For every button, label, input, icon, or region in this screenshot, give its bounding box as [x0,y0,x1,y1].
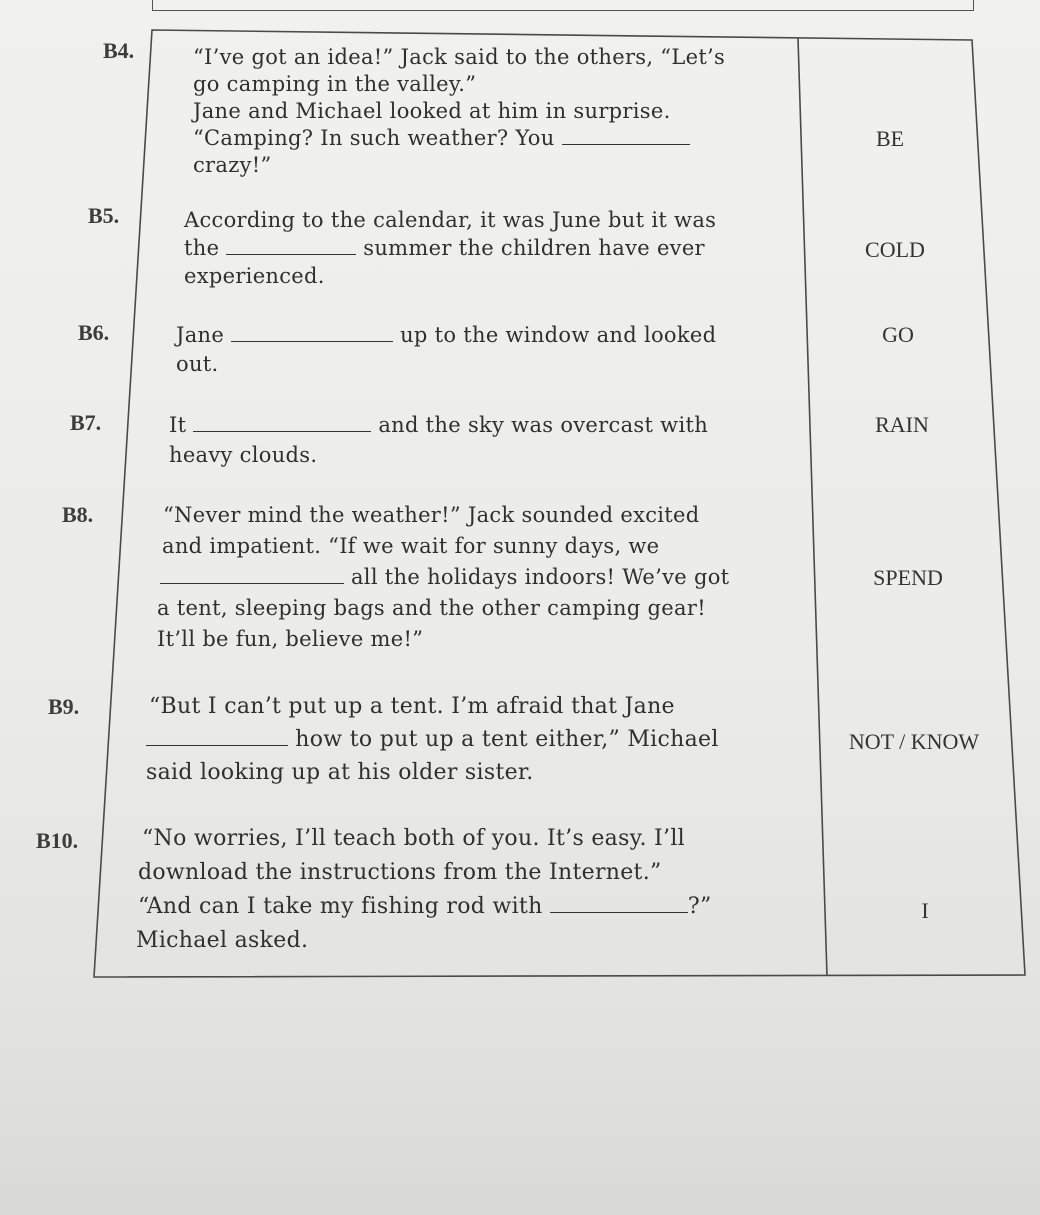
item-number: B7. [70,410,102,435]
item-b7-text: It and the sky was overcast with heavy clouds. [169,413,709,467]
key-word: I [921,898,929,923]
key-word: SPEND [873,565,943,590]
item-b8-text: “Never mind the weather!” Jack sounded excited and impatient. “If we wait for sunny days, we all the holidays indoors! We’ve got a tent, sleeping bags and the other camping gear! It’ll be fun, believe me!” [157,503,730,651]
item-b9-text: “But I can’t put up a tent. I’m afraid that Jane how to put up a tent either,” Michael said looking up at his older sister. [146,694,719,785]
answer-blank[interactable] [550,894,688,913]
answer-blank[interactable] [231,323,393,342]
item-b6-text: Jane up to the window and looked out. [176,323,717,376]
answer-blank[interactable] [160,565,344,584]
answer-blank[interactable] [193,413,371,432]
item-b10-text: “No worries, I’ll teach both of you. It’s easy. I’ll download the instructions from the Internet.” “And can I take my fishing rod with ?” Michael asked. [136,826,712,953]
key-word: RAIN [875,412,929,437]
key-word: NOT / KNOW [848,729,980,754]
answer-blank[interactable] [146,727,288,746]
key-word: COLD [865,237,925,262]
key-word: BE [875,126,905,151]
key-word: GO [882,322,914,347]
item-number: B6. [78,320,110,345]
answer-blank[interactable] [226,236,356,255]
item-b5-text: According to the calendar, it was June but it was the summer the children have ever experienced. [184,208,717,288]
item-number: B5. [88,203,120,228]
item-number: B8. [62,502,94,527]
item-b4-text: “I’ve got an idea!” Jack said to the others, “Let’s go camping in the valley.” Jane and Michael looked at him in surprise. “Camping? In such weather? You crazy!” [193,45,726,177]
item-number: B4. [103,38,135,63]
answer-blank[interactable] [562,126,690,145]
item-number: B10. [36,828,79,853]
item-number: B9. [48,694,80,719]
